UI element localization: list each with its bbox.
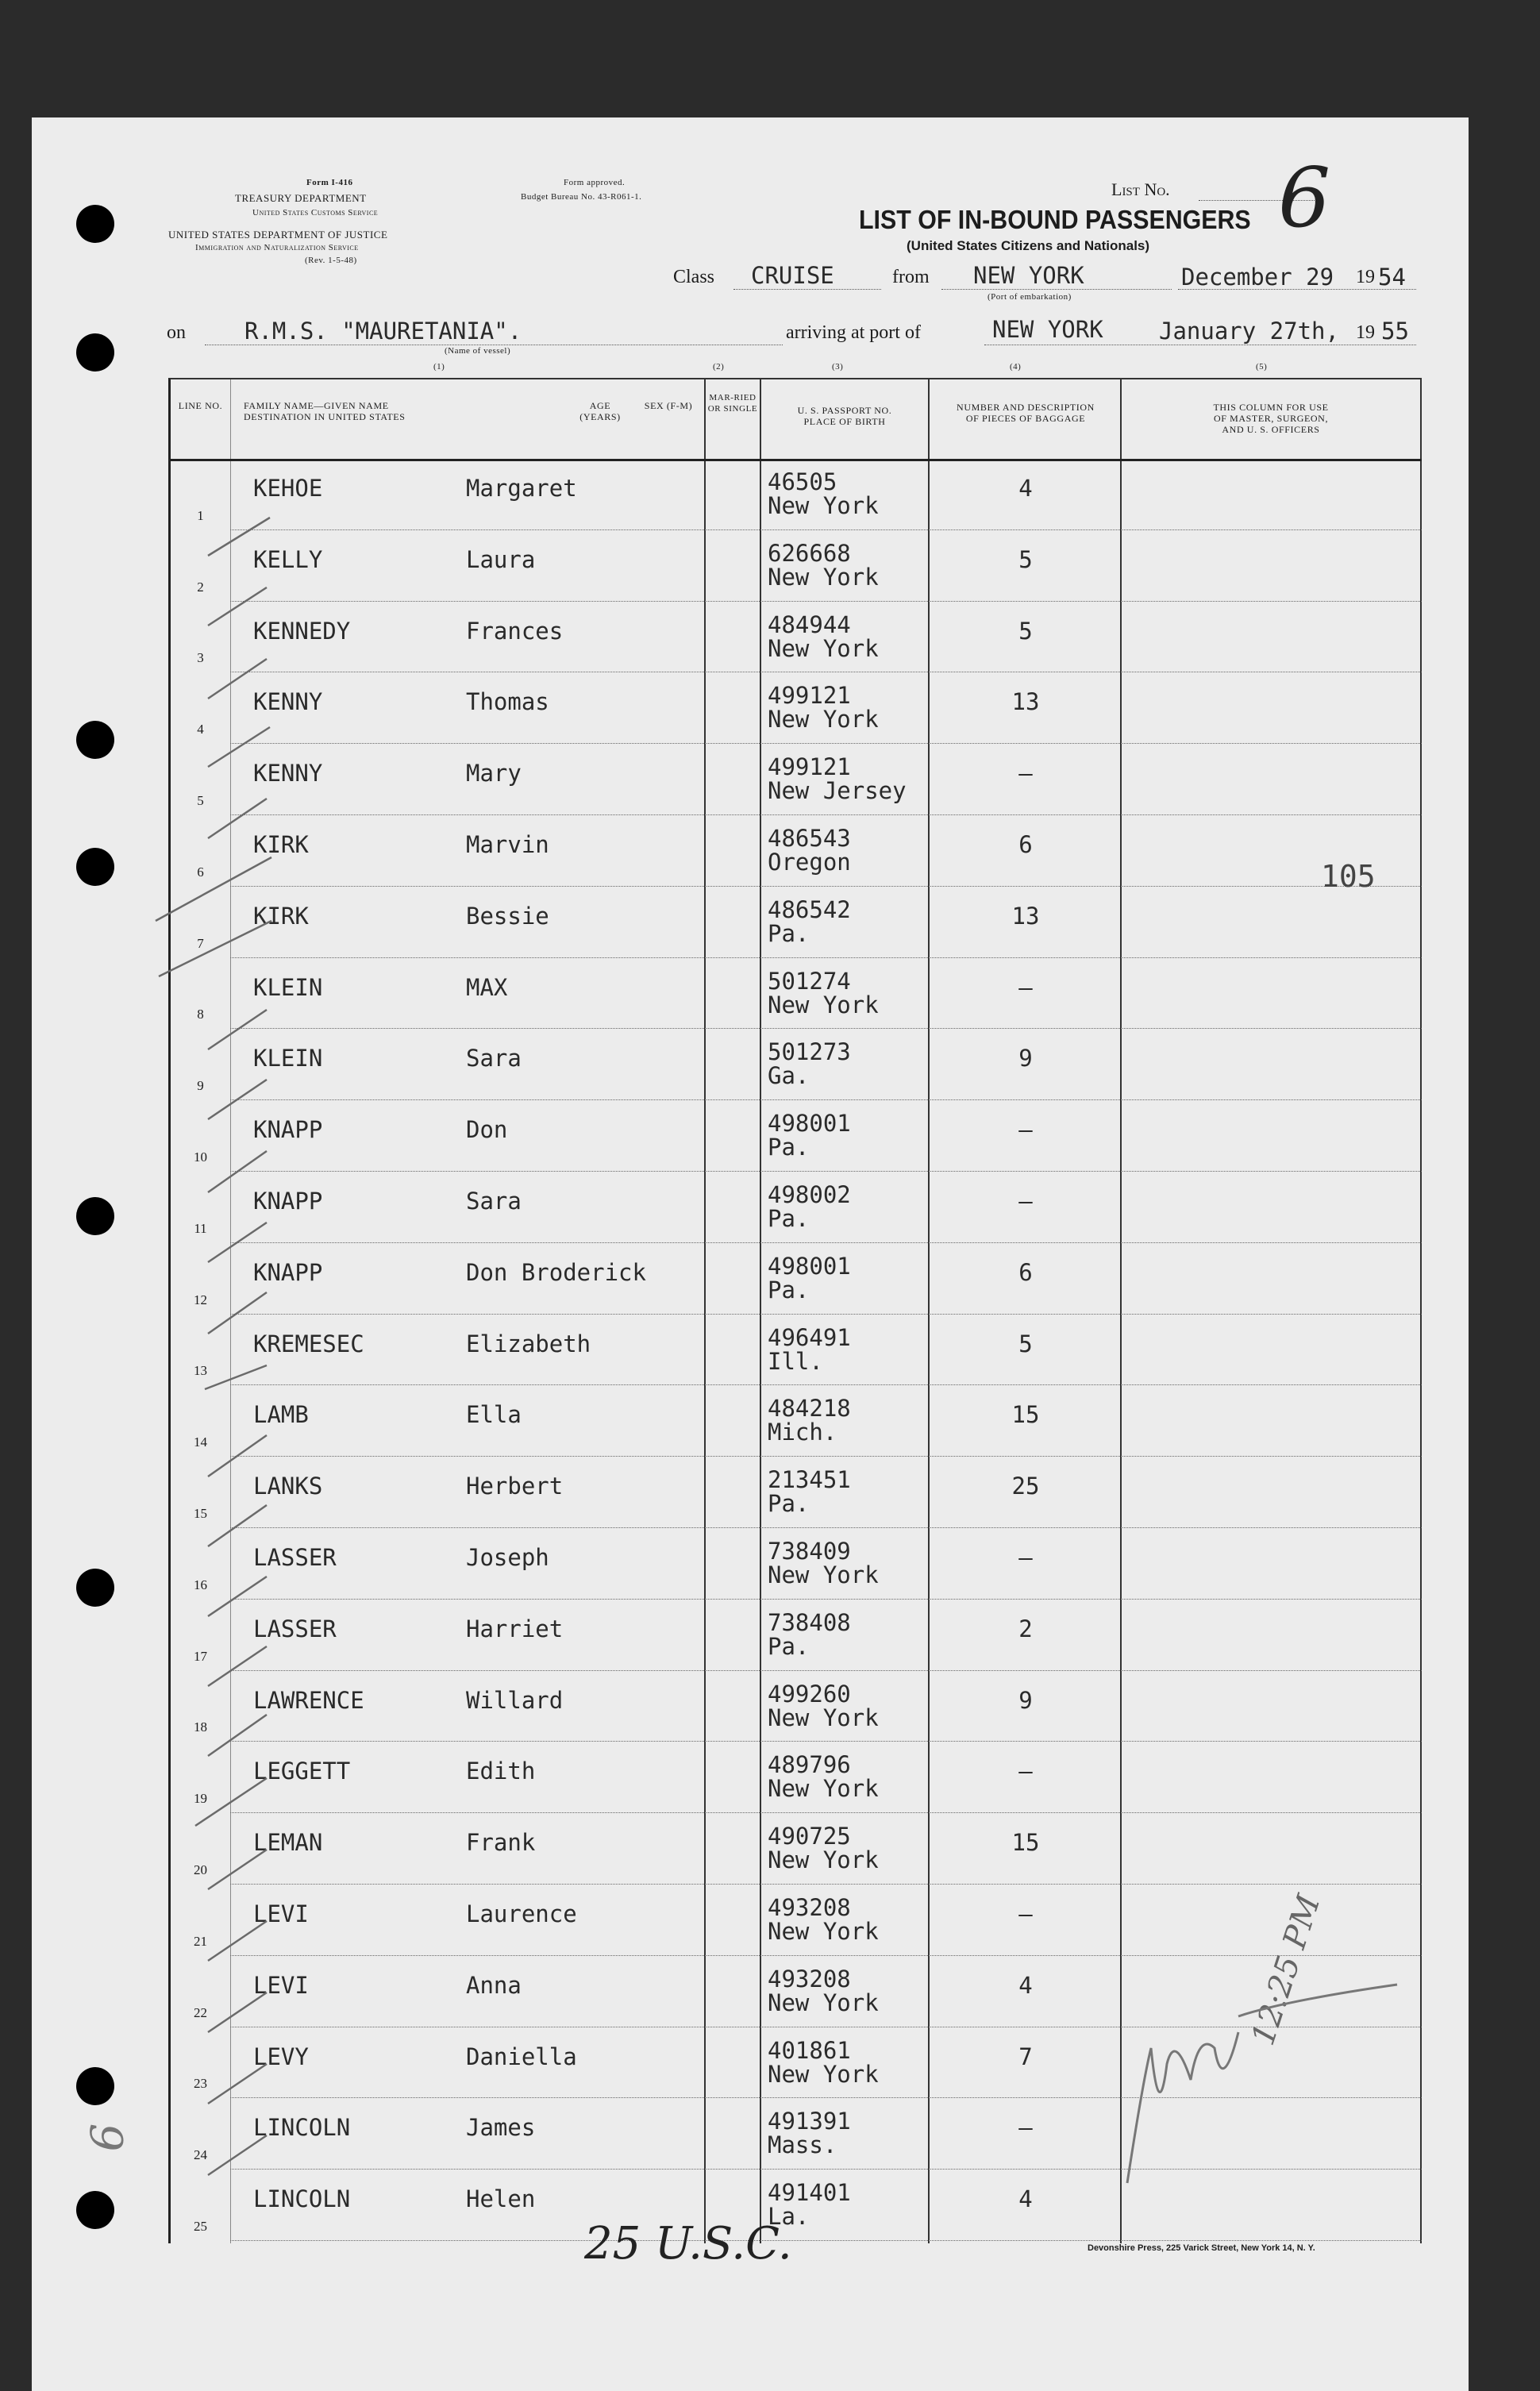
place-of-birth: Pa. (768, 1205, 810, 1232)
place-of-birth: Pa. (768, 919, 810, 947)
header-baggage-b: OF PIECES OF BAGGAGE (965, 413, 1086, 424)
family-name: KIRK (253, 902, 309, 930)
line-number: 10 (194, 1149, 207, 1165)
baggage-count: – (1018, 760, 1033, 787)
column-number: (4) (1010, 362, 1022, 372)
given-name: Willard (466, 1686, 564, 1714)
family-name: LINCOLN (253, 2114, 351, 2142)
given-name: Daniella (466, 2043, 577, 2070)
family-name: LEGGETT (253, 1758, 351, 1785)
line-number: 15 (194, 1505, 207, 1521)
place-of-birth: New York (768, 1775, 879, 1803)
list-no-value: 6 (1278, 149, 1331, 246)
printer-imprint: Devonshire Press, 225 Varick Street, New York 14, N. Y. (1088, 2243, 1315, 2253)
arrival-year-prefix: 19 (1356, 322, 1375, 343)
form-number: Form I-416 (306, 178, 353, 187)
header-name-a: FAMILY NAME—GIVEN NAME (244, 400, 389, 411)
family-name: LASSER (253, 1615, 337, 1642)
immigration-service: Immigration and Naturalization Service (195, 243, 359, 252)
place-of-birth: Ill. (768, 1347, 823, 1375)
given-name: Joseph (466, 1544, 549, 1571)
list-no-label: List No. (1111, 179, 1170, 199)
place-of-birth: New York (768, 1561, 879, 1588)
family-name: KNAPP (253, 1116, 323, 1144)
line-number: 2 (197, 579, 204, 595)
line-number: 16 (194, 1577, 207, 1592)
baggage-count: – (1018, 973, 1033, 1001)
passport-number: 46505 (768, 468, 837, 495)
header-officers-c: AND U. S. OFFICERS (1222, 424, 1320, 435)
line-number: 6 (197, 864, 204, 880)
line-number: 18 (194, 1719, 207, 1735)
baggage-count: – (1018, 1758, 1033, 1785)
column-number: (5) (1256, 362, 1268, 372)
place-of-birth: New York (768, 991, 879, 1018)
family-name: LEVY (253, 2043, 309, 2070)
given-name: Margaret (466, 475, 577, 502)
document-title: LIST OF IN-BOUND PASSENGERS (859, 205, 1251, 234)
passport-number: 490725 (768, 1823, 851, 1850)
place-of-birth: New York (768, 1704, 879, 1731)
header-passport-a: U. S. PASSPORT NO. (797, 405, 892, 416)
depart-date: December 29 (1181, 264, 1334, 291)
form-approved: Form approved. (564, 178, 626, 187)
family-name: KIRK (253, 831, 309, 858)
line-number: 9 (197, 1078, 204, 1094)
passport-number: 498001 (768, 1110, 851, 1138)
place-of-birth: New York (768, 492, 879, 519)
given-name: James (466, 2114, 536, 2142)
stamp-number: 105 (1321, 859, 1376, 894)
column-number: (2) (713, 362, 725, 372)
family-name: KELLY (253, 545, 323, 573)
place-of-birth: New Jersey (768, 777, 907, 805)
arrival-year: 55 (1381, 318, 1409, 345)
handwritten-total: 25 U.S.C. (584, 2218, 792, 2270)
family-name: LAMB (253, 1401, 309, 1429)
header-name-b: DESTINATION IN UNITED STATES (244, 411, 406, 422)
passport-number: 484944 (768, 610, 851, 638)
place-of-birth: New York (768, 563, 879, 591)
time-note: 12:25 PM (1245, 1890, 1328, 2050)
place-of-birth: Mass. (768, 2131, 837, 2159)
place-of-birth: New York (768, 2060, 879, 2088)
given-name: Thomas (466, 688, 549, 716)
baggage-count: 13 (1011, 688, 1040, 716)
family-name: KNAPP (253, 1258, 323, 1286)
line-number: 13 (194, 1363, 207, 1379)
family-name: LASSER (253, 1544, 337, 1571)
header-age: AGE (YEARS) (579, 400, 621, 422)
passport-number: 738409 (768, 1538, 851, 1565)
passport-number: 499121 (768, 682, 851, 710)
place-of-birth: Oregon (768, 849, 851, 876)
given-name: Anna (466, 1971, 522, 1999)
vessel-name: R.M.S. "MAURETANIA". (244, 318, 522, 345)
family-name: LINCOLN (253, 2185, 351, 2213)
given-name: Mary (466, 760, 522, 787)
line-number: 4 (197, 722, 204, 737)
place-of-birth: Pa. (768, 1134, 810, 1161)
from-port: NEW YORK (973, 262, 1084, 289)
line-number: 19 (194, 1791, 207, 1807)
place-of-birth: New York (768, 1846, 879, 1874)
on-label: on (167, 322, 186, 343)
arriving-label: arriving at port of (786, 322, 921, 343)
passport-number: 498002 (768, 1181, 851, 1208)
family-name: KLEIN (253, 1045, 323, 1072)
place-of-birth: New York (768, 1989, 879, 2016)
place-of-birth: Pa. (768, 1490, 810, 1518)
column-number: (1) (433, 362, 445, 372)
line-number: 24 (194, 2147, 207, 2163)
passport-number: 491391 (768, 2108, 851, 2135)
class-value: CRUISE (751, 262, 834, 289)
place-of-birth: Pa. (768, 1632, 810, 1660)
line-number: 7 (197, 935, 204, 951)
passport-number: 486543 (768, 825, 851, 852)
given-name: Sara (466, 1045, 522, 1072)
given-name: Don Broderick (466, 1258, 646, 1286)
line-number: 22 (194, 2004, 207, 2020)
header-line-no: LINE NO. (178, 400, 223, 411)
header-officers-b: OF MASTER, SURGEON, (1213, 413, 1329, 424)
passport-number: 493208 (768, 1965, 851, 1992)
family-name: LAWRENCE (253, 1686, 364, 1714)
signature-icon (1127, 1985, 1397, 2183)
baggage-count: – (1018, 1544, 1033, 1571)
place-of-birth: La. (768, 2203, 810, 2231)
family-name: KREMESEC (253, 1330, 364, 1357)
passport-number: 486542 (768, 895, 851, 923)
form-revision: (Rev. 1-5-48) (305, 256, 357, 265)
given-name: Marvin (466, 831, 549, 858)
baggage-count: 5 (1018, 545, 1033, 573)
family-name: KNAPP (253, 1188, 323, 1215)
baggage-count: – (1018, 1900, 1033, 1927)
line-number: 12 (194, 1292, 207, 1307)
place-of-birth: Mich. (768, 1419, 837, 1446)
port-embark-caption: (Port of embarkation) (988, 292, 1072, 302)
given-name: Laurence (466, 1900, 577, 1927)
baggage-count: 9 (1018, 1686, 1033, 1714)
line-number: 5 (197, 792, 204, 808)
baggage-count: – (1018, 1188, 1033, 1215)
place-of-birth: Pa. (768, 1276, 810, 1303)
baggage-count: 6 (1018, 831, 1033, 858)
baggage-count: 4 (1018, 2185, 1033, 2213)
baggage-count: 15 (1011, 1829, 1040, 1857)
baggage-count: 7 (1018, 2043, 1033, 2070)
passport-number: 501273 (768, 1038, 851, 1066)
given-name: Elizabeth (466, 1330, 591, 1357)
place-of-birth: New York (768, 1918, 879, 1945)
baggage-count: 15 (1011, 1401, 1040, 1429)
line-number: 17 (194, 1648, 207, 1664)
baggage-count: 4 (1018, 475, 1033, 502)
line-number: 25 (194, 2218, 207, 2234)
passport-number: 401861 (768, 2036, 851, 2064)
baggage-count: 25 (1011, 1473, 1040, 1500)
baggage-count: 5 (1018, 617, 1033, 645)
given-name: Laura (466, 545, 536, 573)
passport-number: 738408 (768, 1608, 851, 1636)
baggage-count: 6 (1018, 1258, 1033, 1286)
vessel-caption: (Name of vessel) (445, 346, 511, 356)
passport-number: 489796 (768, 1751, 851, 1779)
passport-number: 499260 (768, 1680, 851, 1708)
class-label: Class (673, 267, 715, 287)
line-number: 1 (197, 507, 204, 523)
arrival-port: NEW YORK (992, 316, 1103, 343)
passport-number: 484218 (768, 1395, 851, 1423)
depart-year-prefix: 19 (1356, 267, 1375, 287)
from-label: from (892, 267, 930, 287)
budget-bureau: Budget Bureau No. 43-R061-1. (521, 192, 642, 202)
given-name: Frances (466, 617, 564, 645)
baggage-count: – (1018, 2114, 1033, 2142)
header-passport-b: PLACE OF BIRTH (803, 416, 886, 427)
given-name: Sara (466, 1188, 522, 1215)
given-name: Frank (466, 1829, 536, 1857)
given-name: Edith (466, 1758, 536, 1785)
baggage-count: 9 (1018, 1045, 1033, 1072)
margin-number: 6 (82, 2123, 134, 2152)
header-baggage-a: NUMBER AND DESCRIPTION (957, 402, 1095, 413)
line-number: 14 (194, 1434, 207, 1450)
passport-number: 496491 (768, 1323, 851, 1351)
given-name: Harriet (466, 1615, 564, 1642)
baggage-count: 2 (1018, 1615, 1033, 1642)
passport-number: 626668 (768, 539, 851, 567)
depart-year: 54 (1378, 264, 1406, 291)
family-name: KENNY (253, 688, 323, 716)
family-name: LEVI (253, 1900, 309, 1927)
given-name: MAX (466, 973, 508, 1001)
given-name: Helen (466, 2185, 536, 2213)
family-name: KENNEDY (253, 617, 351, 645)
passport-number: 499121 (768, 753, 851, 781)
line-number: 20 (194, 1862, 207, 1877)
treasury-dept: TREASURY DEPARTMENT (235, 192, 367, 204)
given-name: Bessie (466, 902, 549, 930)
document-subtitle: (United States Citizens and Nationals) (907, 238, 1150, 253)
passport-number: 498001 (768, 1252, 851, 1280)
arrival-date: January 27th, (1159, 318, 1339, 345)
line-number: 23 (194, 2076, 207, 2092)
family-name: KLEIN (253, 973, 323, 1001)
passport-number: 493208 (768, 1894, 851, 1921)
place-of-birth: New York (768, 634, 879, 662)
passport-number: 491401 (768, 2179, 851, 2207)
baggage-count: 5 (1018, 1330, 1033, 1357)
header-sex: SEX (F-M) (644, 400, 693, 411)
place-of-birth: New York (768, 706, 879, 733)
customs-service: United States Customs Service (252, 208, 379, 218)
line-number: 11 (194, 1220, 207, 1236)
baggage-count: 4 (1018, 1971, 1033, 1999)
baggage-count: 13 (1011, 902, 1040, 930)
baggage-count: – (1018, 1116, 1033, 1144)
place-of-birth: Ga. (768, 1062, 810, 1090)
line-number: 21 (194, 1933, 207, 1949)
line-number: 8 (197, 1007, 204, 1022)
family-name: LEVI (253, 1971, 309, 1999)
line-number: 3 (197, 650, 204, 666)
header-married: MAR-RIED OR SINGLE (707, 393, 758, 414)
family-name: LEMAN (253, 1829, 323, 1857)
family-name: KENNY (253, 760, 323, 787)
given-name: Ella (466, 1401, 522, 1429)
passport-number: 501274 (768, 967, 851, 995)
header-officers-a: THIS COLUMN FOR USE (1213, 402, 1329, 413)
passport-number: 213451 (768, 1466, 851, 1494)
column-number: (3) (832, 362, 844, 372)
family-name: KEHOE (253, 475, 323, 502)
given-name: Herbert (466, 1473, 564, 1500)
justice-dept: UNITED STATES DEPARTMENT OF JUSTICE (168, 229, 388, 241)
given-name: Don (466, 1116, 508, 1144)
family-name: LANKS (253, 1473, 323, 1500)
